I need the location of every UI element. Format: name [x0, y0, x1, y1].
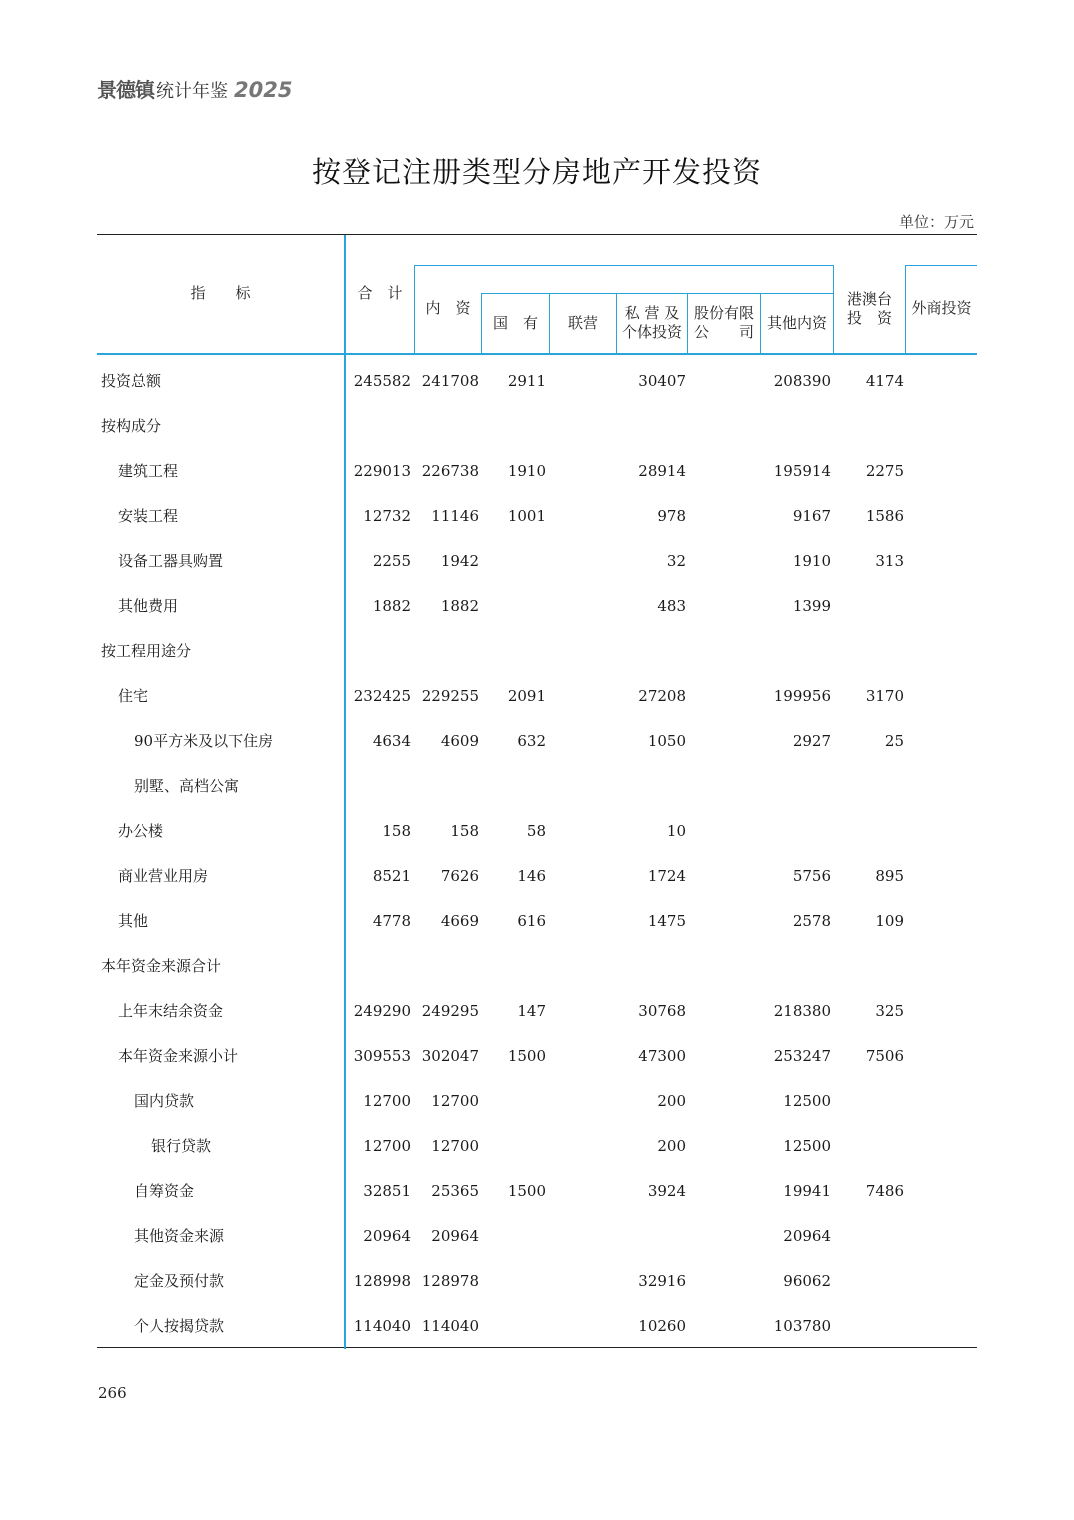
cell-other: 96062 — [783, 1272, 831, 1290]
cell-total: 20964 — [363, 1227, 411, 1245]
table-row — [97, 719, 977, 764]
cell-hmt: 313 — [875, 552, 904, 570]
row-label: 本年资金来源小计 — [118, 1047, 239, 1065]
row-label: 国内贷款 — [134, 1092, 195, 1110]
running-head — [97, 74, 292, 104]
cell-private: 483 — [657, 597, 686, 615]
row-label: 本年资金来源合计 — [101, 957, 222, 975]
cell-other: 2927 — [792, 732, 831, 750]
cell-state: 616 — [517, 912, 546, 930]
table-row — [97, 764, 977, 809]
row-label: 商业营业用房 — [118, 867, 209, 885]
header-joint: 联营 — [567, 314, 598, 332]
table-row — [97, 674, 977, 719]
row-label: 投资总额 — [101, 372, 162, 390]
cell-private: 1724 — [647, 867, 686, 885]
cell-private: 47300 — [638, 1047, 686, 1065]
cell-domestic: 229255 — [421, 687, 479, 705]
cell-hmt: 2275 — [865, 462, 904, 480]
cell-total: 12700 — [363, 1137, 411, 1155]
cell-domestic: 158 — [450, 822, 479, 840]
table-row — [97, 989, 977, 1034]
table-row — [97, 539, 977, 584]
cell-private: 28914 — [638, 462, 686, 480]
cell-domestic: 114040 — [421, 1317, 479, 1335]
table-row — [97, 404, 977, 449]
cell-other: 2578 — [792, 912, 831, 930]
table-top-rule — [97, 234, 977, 235]
unit-label: 单位：万元 — [898, 213, 974, 231]
header-other-domestic: 其他内资 — [766, 314, 827, 332]
cell-private: 3924 — [647, 1182, 686, 1200]
cell-state: 632 — [517, 732, 546, 750]
cell-state: 146 — [517, 867, 546, 885]
cell-state: 1001 — [507, 507, 546, 525]
table-row — [97, 1304, 977, 1349]
cell-other: 208390 — [773, 372, 831, 390]
cell-domestic: 128978 — [421, 1272, 479, 1290]
cell-other: 103780 — [773, 1317, 831, 1335]
cell-total: 232425 — [353, 687, 411, 705]
cell-domestic: 20964 — [431, 1227, 479, 1245]
cell-other: 199956 — [773, 687, 831, 705]
cell-domestic: 1882 — [440, 597, 479, 615]
row-label: 其他费用 — [118, 597, 179, 615]
cell-total: 249290 — [353, 1002, 411, 1020]
cell-private: 32916 — [638, 1272, 686, 1290]
cell-hmt: 3170 — [865, 687, 904, 705]
cell-total: 245582 — [353, 372, 411, 390]
header-share-line1: 股份有限 — [693, 304, 754, 322]
row-label: 自筹资金 — [134, 1182, 195, 1200]
cell-hmt: 325 — [875, 1002, 904, 1020]
cell-hmt: 7506 — [865, 1047, 904, 1065]
page-title: 按登记注册类型分房地产开发投资 — [311, 155, 762, 189]
cell-domestic: 7626 — [440, 867, 479, 885]
cell-private: 30407 — [638, 372, 686, 390]
cell-total: 128998 — [353, 1272, 411, 1290]
table-row — [97, 854, 977, 899]
header-total: 合 计 — [357, 284, 403, 302]
row-label: 安装工程 — [118, 507, 179, 525]
cell-private: 200 — [657, 1137, 686, 1155]
cell-state: 2091 — [507, 687, 546, 705]
cell-domestic: 12700 — [431, 1092, 479, 1110]
page-number: 266 — [98, 1384, 127, 1402]
cell-state: 1910 — [507, 462, 546, 480]
row-label: 建筑工程 — [118, 462, 179, 480]
table-row — [97, 494, 977, 539]
header-share-line2: 公 司 — [693, 323, 754, 341]
row-label: 住宅 — [118, 687, 149, 705]
cell-hmt: 109 — [875, 912, 904, 930]
cell-private: 1050 — [647, 732, 686, 750]
table-row — [97, 359, 977, 404]
cell-other: 19941 — [783, 1182, 831, 1200]
header-indicator: 指 标 — [190, 284, 251, 302]
table-row — [97, 584, 977, 629]
cell-total: 4634 — [372, 732, 411, 750]
cell-domestic: 11146 — [431, 507, 479, 525]
table-row — [97, 1169, 977, 1214]
cell-total: 309553 — [353, 1047, 411, 1065]
row-label: 其他 — [118, 912, 149, 930]
row-label: 90平方米及以下住房 — [134, 732, 274, 750]
cell-other: 1399 — [792, 597, 831, 615]
cell-domestic: 302047 — [421, 1047, 479, 1065]
cell-other: 12500 — [783, 1092, 831, 1110]
row-label: 个人按揭贷款 — [134, 1317, 225, 1335]
cell-state: 147 — [517, 1002, 546, 1020]
table-row — [97, 449, 977, 494]
cell-domestic: 4669 — [440, 912, 479, 930]
cell-other: 1910 — [792, 552, 831, 570]
table-row — [97, 629, 977, 674]
running-head-book: 统计年鉴 — [156, 81, 228, 102]
cell-other: 195914 — [773, 462, 831, 480]
table-row — [97, 809, 977, 854]
cell-domestic: 1942 — [440, 552, 479, 570]
cell-state: 1500 — [507, 1182, 546, 1200]
cell-hmt: 895 — [875, 867, 904, 885]
cell-hmt: 7486 — [865, 1182, 904, 1200]
table-row — [97, 1259, 977, 1304]
header-rule-foreign — [906, 265, 977, 266]
table-header-rule — [97, 353, 977, 355]
row-label: 设备工器具购置 — [118, 552, 224, 570]
header-domestic: 内 资 — [425, 299, 471, 317]
cell-private: 200 — [657, 1092, 686, 1110]
table-row — [97, 944, 977, 989]
cell-total: 32851 — [363, 1182, 411, 1200]
row-label: 上年末结余资金 — [118, 1002, 224, 1020]
row-label: 其他资金来源 — [134, 1227, 225, 1245]
cell-other: 5756 — [792, 867, 831, 885]
cell-private: 10 — [666, 822, 686, 840]
cell-private: 10260 — [638, 1317, 686, 1335]
header-rule-domestic — [415, 265, 833, 266]
cell-private: 32 — [666, 552, 686, 570]
header-hmt-line2: 投 资 — [846, 309, 892, 327]
table-row — [97, 899, 977, 944]
header-foreign: 外商投资 — [911, 299, 972, 317]
header-private-line2: 个体投资 — [621, 323, 682, 341]
cell-other: 12500 — [783, 1137, 831, 1155]
cell-total: 4778 — [372, 912, 411, 930]
row-label: 办公楼 — [118, 822, 164, 840]
cell-other: 9167 — [792, 507, 831, 525]
cell-total: 2255 — [372, 552, 411, 570]
cell-private: 978 — [657, 507, 686, 525]
cell-total: 229013 — [353, 462, 411, 480]
cell-total: 12732 — [363, 507, 411, 525]
table-row — [97, 1214, 977, 1259]
cell-state: 2911 — [507, 372, 546, 390]
cell-hmt: 4174 — [865, 372, 904, 390]
table-row — [97, 1124, 977, 1169]
cell-domestic: 241708 — [421, 372, 479, 390]
cell-other: 218380 — [773, 1002, 831, 1020]
cell-private: 1475 — [647, 912, 686, 930]
cell-private: 27208 — [638, 687, 686, 705]
cell-other: 20964 — [783, 1227, 831, 1245]
cell-hmt: 1586 — [865, 507, 904, 525]
running-head-year: 2025 — [234, 78, 293, 102]
cell-state: 58 — [526, 822, 546, 840]
cell-total: 158 — [382, 822, 411, 840]
cell-total: 8521 — [372, 867, 411, 885]
cell-domestic: 12700 — [431, 1137, 479, 1155]
cell-domestic: 249295 — [421, 1002, 479, 1020]
row-label: 按构成分 — [101, 417, 162, 435]
running-head-city: 景德镇 — [97, 78, 154, 102]
cell-hmt: 25 — [884, 732, 904, 750]
header-state: 国 有 — [492, 314, 538, 332]
cell-state: 1500 — [507, 1047, 546, 1065]
cell-domestic: 25365 — [431, 1182, 479, 1200]
cell-total: 12700 — [363, 1092, 411, 1110]
row-label: 按工程用途分 — [101, 642, 192, 660]
header-rule-subcolumns — [481, 293, 833, 294]
cell-total: 114040 — [353, 1317, 411, 1335]
cell-domestic: 226738 — [421, 462, 479, 480]
header-hmt-line1: 港澳台 — [846, 290, 892, 308]
cell-other: 253247 — [773, 1047, 831, 1065]
row-label: 银行贷款 — [151, 1137, 212, 1155]
header-private-line1: 私 营 及 — [624, 304, 680, 322]
table-row — [97, 1079, 977, 1124]
cell-total: 1882 — [372, 597, 411, 615]
cell-domestic: 4609 — [440, 732, 479, 750]
row-label: 别墅、高档公寓 — [134, 777, 240, 795]
cell-private: 30768 — [638, 1002, 686, 1020]
table-row — [97, 1034, 977, 1079]
row-label: 定金及预付款 — [134, 1272, 225, 1290]
